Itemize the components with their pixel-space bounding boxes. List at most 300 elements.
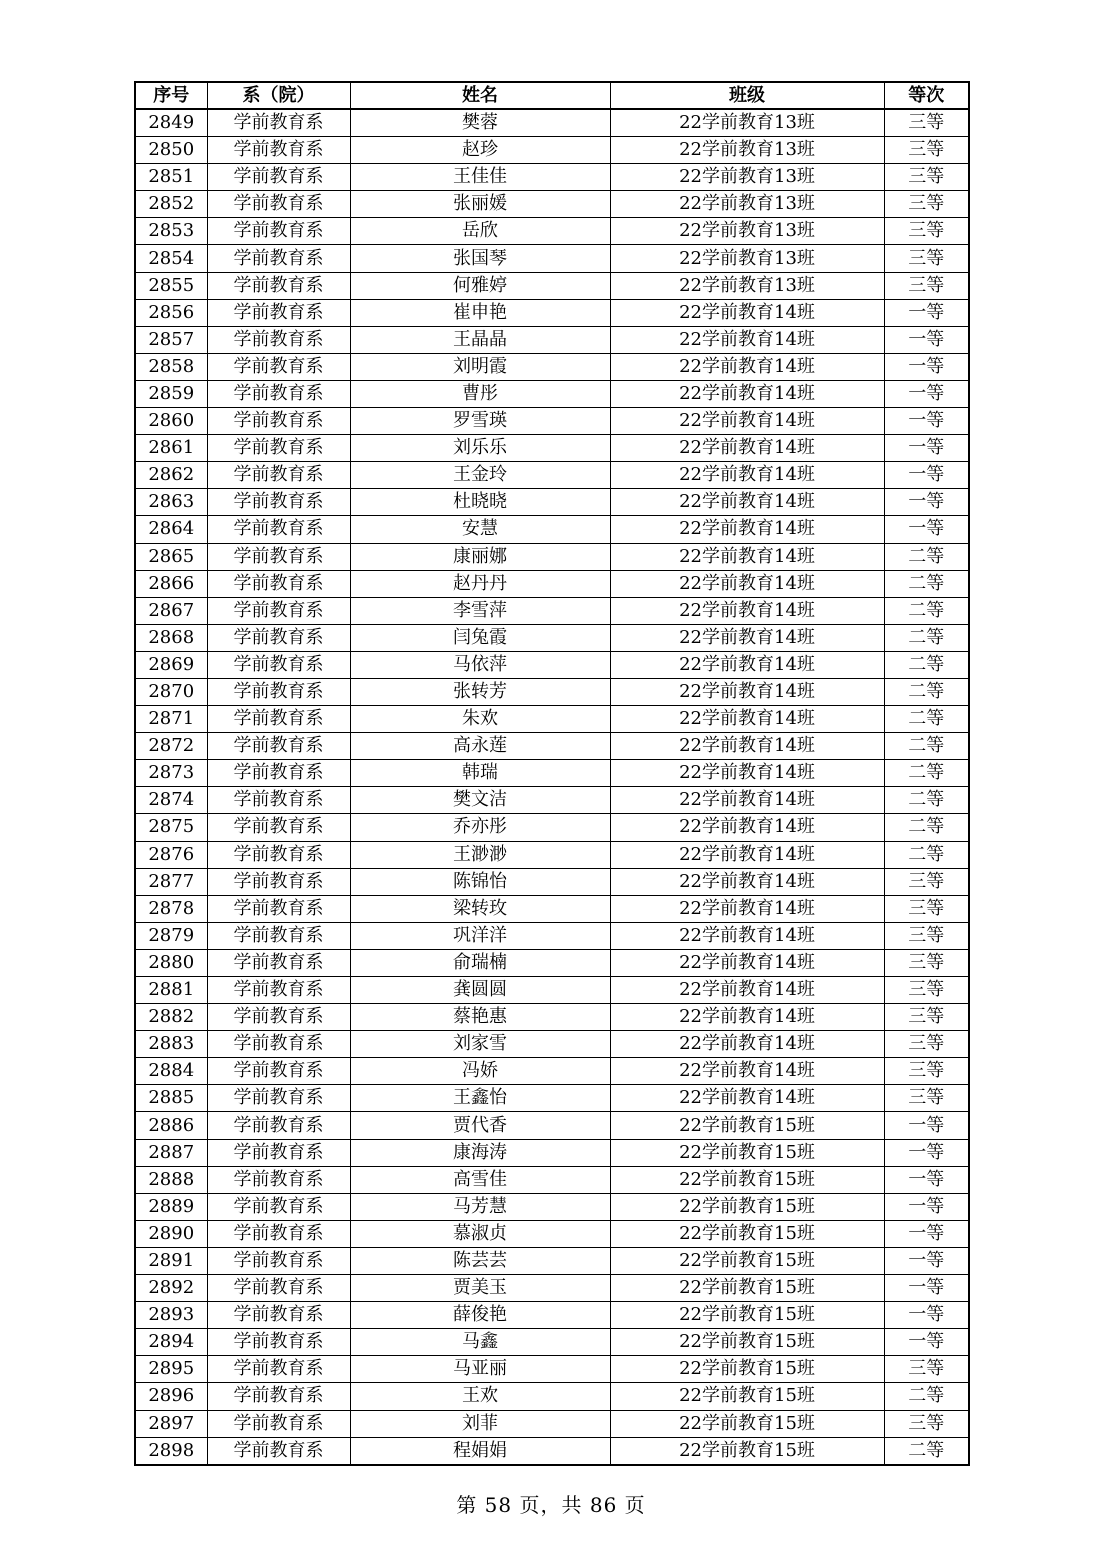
cell-grade: 一等 <box>884 408 969 435</box>
cell-serial: 2851 <box>135 164 207 191</box>
cell-serial: 2868 <box>135 624 207 651</box>
cell-department: 学前教育系 <box>207 977 350 1004</box>
cell-department: 学前教育系 <box>207 1085 350 1112</box>
cell-serial: 2896 <box>135 1383 207 1410</box>
cell-grade: 三等 <box>884 868 969 895</box>
cell-department: 学前教育系 <box>207 1410 350 1437</box>
cell-name: 王佳佳 <box>350 164 610 191</box>
table-body <box>135 109 969 1465</box>
table-row <box>135 1302 969 1329</box>
cell-department: 学前教育系 <box>207 109 350 137</box>
table-row <box>135 977 969 1004</box>
cell-grade: 一等 <box>884 435 969 462</box>
cell-name: 王渺渺 <box>350 841 610 868</box>
cell-serial: 2863 <box>135 489 207 516</box>
cell-grade: 二等 <box>884 570 969 597</box>
cell-class: 22学前教育15班 <box>610 1356 884 1383</box>
cell-department: 学前教育系 <box>207 272 350 299</box>
table-row <box>135 1437 969 1465</box>
cell-department: 学前教育系 <box>207 408 350 435</box>
cell-class: 22学前教育15班 <box>610 1275 884 1302</box>
cell-class: 22学前教育15班 <box>610 1166 884 1193</box>
cell-department: 学前教育系 <box>207 380 350 407</box>
cell-serial: 2856 <box>135 299 207 326</box>
cell-name: 冯娇 <box>350 1058 610 1085</box>
cell-class: 22学前教育14班 <box>610 380 884 407</box>
cell-class: 22学前教育13班 <box>610 164 884 191</box>
cell-class: 22学前教育14班 <box>610 814 884 841</box>
cell-department: 学前教育系 <box>207 868 350 895</box>
cell-name: 程娟娟 <box>350 1437 610 1465</box>
cell-grade: 一等 <box>884 1193 969 1220</box>
cell-serial: 2862 <box>135 462 207 489</box>
table-row <box>135 814 969 841</box>
cell-grade: 二等 <box>884 814 969 841</box>
header-department: 系（院） <box>207 82 350 109</box>
table-row <box>135 191 969 218</box>
table-row <box>135 1410 969 1437</box>
cell-grade: 三等 <box>884 245 969 272</box>
cell-class: 22学前教育14班 <box>610 868 884 895</box>
cell-grade: 三等 <box>884 272 969 299</box>
cell-class: 22学前教育14班 <box>610 922 884 949</box>
cell-class: 22学前教育14班 <box>610 353 884 380</box>
cell-class: 22学前教育14班 <box>610 516 884 543</box>
cell-grade: 三等 <box>884 1058 969 1085</box>
cell-name: 慕淑贞 <box>350 1220 610 1247</box>
cell-serial: 2874 <box>135 787 207 814</box>
cell-department: 学前教育系 <box>207 543 350 570</box>
cell-name: 韩瑞 <box>350 760 610 787</box>
cell-name: 蔡艳惠 <box>350 1004 610 1031</box>
cell-serial: 2873 <box>135 760 207 787</box>
cell-name: 刘家雪 <box>350 1031 610 1058</box>
cell-serial: 2888 <box>135 1166 207 1193</box>
cell-grade: 三等 <box>884 949 969 976</box>
cell-serial: 2879 <box>135 922 207 949</box>
cell-name: 康海涛 <box>350 1139 610 1166</box>
cell-serial: 2895 <box>135 1356 207 1383</box>
cell-grade: 二等 <box>884 597 969 624</box>
cell-serial: 2886 <box>135 1112 207 1139</box>
cell-serial: 2893 <box>135 1302 207 1329</box>
header-class: 班级 <box>610 82 884 109</box>
cell-grade: 三等 <box>884 1031 969 1058</box>
cell-class: 22学前教育14班 <box>610 895 884 922</box>
cell-grade: 二等 <box>884 706 969 733</box>
cell-grade: 三等 <box>884 1410 969 1437</box>
cell-class: 22学前教育14班 <box>610 1004 884 1031</box>
table-row <box>135 1220 969 1247</box>
cell-serial: 2890 <box>135 1220 207 1247</box>
cell-grade: 一等 <box>884 1247 969 1274</box>
cell-class: 22学前教育13班 <box>610 218 884 245</box>
cell-department: 学前教育系 <box>207 245 350 272</box>
cell-serial: 2855 <box>135 272 207 299</box>
table-row <box>135 164 969 191</box>
cell-serial: 2891 <box>135 1247 207 1274</box>
cell-serial: 2861 <box>135 435 207 462</box>
cell-serial: 2860 <box>135 408 207 435</box>
cell-class: 22学前教育13班 <box>610 191 884 218</box>
table-row <box>135 380 969 407</box>
cell-class: 22学前教育14班 <box>610 651 884 678</box>
cell-serial: 2897 <box>135 1410 207 1437</box>
cell-serial: 2883 <box>135 1031 207 1058</box>
cell-name: 樊文洁 <box>350 787 610 814</box>
cell-class: 22学前教育14班 <box>610 435 884 462</box>
cell-name: 崔申艳 <box>350 299 610 326</box>
cell-department: 学前教育系 <box>207 1302 350 1329</box>
cell-serial: 2853 <box>135 218 207 245</box>
cell-class: 22学前教育13班 <box>610 109 884 137</box>
cell-serial: 2869 <box>135 651 207 678</box>
cell-serial: 2872 <box>135 733 207 760</box>
cell-grade: 三等 <box>884 1004 969 1031</box>
table-row <box>135 543 969 570</box>
cell-name: 杜晓晓 <box>350 489 610 516</box>
table-row <box>135 489 969 516</box>
cell-class: 22学前教育14班 <box>610 1085 884 1112</box>
table-row <box>135 462 969 489</box>
cell-grade: 一等 <box>884 1329 969 1356</box>
cell-class: 22学前教育15班 <box>610 1410 884 1437</box>
cell-grade: 三等 <box>884 895 969 922</box>
table-row <box>135 1031 969 1058</box>
cell-grade: 一等 <box>884 1302 969 1329</box>
cell-grade: 二等 <box>884 1437 969 1465</box>
cell-class: 22学前教育14班 <box>610 299 884 326</box>
cell-class: 22学前教育14班 <box>610 706 884 733</box>
table-row <box>135 624 969 651</box>
cell-grade: 二等 <box>884 841 969 868</box>
cell-department: 学前教育系 <box>207 435 350 462</box>
cell-grade: 三等 <box>884 137 969 164</box>
table-row <box>135 1247 969 1274</box>
cell-name: 俞瑞楠 <box>350 949 610 976</box>
cell-class: 22学前教育15班 <box>610 1139 884 1166</box>
cell-serial: 2877 <box>135 868 207 895</box>
cell-grade: 二等 <box>884 1383 969 1410</box>
cell-name: 张转芳 <box>350 678 610 705</box>
cell-grade: 三等 <box>884 1356 969 1383</box>
cell-grade: 二等 <box>884 678 969 705</box>
cell-name: 曹彤 <box>350 380 610 407</box>
table-row <box>135 1139 969 1166</box>
cell-grade: 二等 <box>884 733 969 760</box>
cell-class: 22学前教育15班 <box>610 1220 884 1247</box>
cell-serial: 2867 <box>135 597 207 624</box>
cell-department: 学前教育系 <box>207 895 350 922</box>
table-row <box>135 1275 969 1302</box>
header-serial: 序号 <box>135 82 207 109</box>
cell-grade: 二等 <box>884 624 969 651</box>
cell-name: 乔亦彤 <box>350 814 610 841</box>
cell-class: 22学前教育14班 <box>610 326 884 353</box>
cell-grade: 一等 <box>884 489 969 516</box>
table-row <box>135 949 969 976</box>
cell-class: 22学前教育14班 <box>610 678 884 705</box>
table-row <box>135 1112 969 1139</box>
cell-name: 王金玲 <box>350 462 610 489</box>
cell-name: 李雪萍 <box>350 597 610 624</box>
cell-name: 马芳慧 <box>350 1193 610 1220</box>
cell-name: 贾美玉 <box>350 1275 610 1302</box>
cell-department: 学前教育系 <box>207 597 350 624</box>
cell-serial: 2881 <box>135 977 207 1004</box>
cell-department: 学前教育系 <box>207 624 350 651</box>
cell-grade: 三等 <box>884 191 969 218</box>
cell-name: 王欢 <box>350 1383 610 1410</box>
cell-name: 何雅婷 <box>350 272 610 299</box>
cell-serial: 2858 <box>135 353 207 380</box>
cell-department: 学前教育系 <box>207 1220 350 1247</box>
cell-serial: 2878 <box>135 895 207 922</box>
cell-class: 22学前教育14班 <box>610 787 884 814</box>
table-row <box>135 435 969 462</box>
cell-grade: 三等 <box>884 164 969 191</box>
cell-department: 学前教育系 <box>207 353 350 380</box>
table-header <box>135 82 969 109</box>
cell-department: 学前教育系 <box>207 922 350 949</box>
cell-class: 22学前教育14班 <box>610 570 884 597</box>
cell-name: 陈锦怡 <box>350 868 610 895</box>
cell-department: 学前教育系 <box>207 841 350 868</box>
table-row <box>135 733 969 760</box>
table-row <box>135 218 969 245</box>
cell-name: 龚圆圆 <box>350 977 610 1004</box>
cell-class: 22学前教育15班 <box>610 1437 884 1465</box>
cell-department: 学前教育系 <box>207 760 350 787</box>
table-row <box>135 353 969 380</box>
table-row <box>135 1085 969 1112</box>
cell-name: 樊蓉 <box>350 109 610 137</box>
table-row <box>135 1166 969 1193</box>
cell-department: 学前教育系 <box>207 949 350 976</box>
table-row <box>135 760 969 787</box>
cell-name: 赵珍 <box>350 137 610 164</box>
cell-serial: 2864 <box>135 516 207 543</box>
cell-grade: 三等 <box>884 922 969 949</box>
cell-serial: 2898 <box>135 1437 207 1465</box>
cell-name: 王晶晶 <box>350 326 610 353</box>
cell-grade: 一等 <box>884 299 969 326</box>
table-row <box>135 1193 969 1220</box>
cell-department: 学前教育系 <box>207 299 350 326</box>
cell-class: 22学前教育14班 <box>610 408 884 435</box>
table-row <box>135 1058 969 1085</box>
table-row <box>135 922 969 949</box>
cell-department: 学前教育系 <box>207 1356 350 1383</box>
cell-grade: 一等 <box>884 1220 969 1247</box>
cell-name: 张丽媛 <box>350 191 610 218</box>
cell-name: 刘乐乐 <box>350 435 610 462</box>
cell-name: 朱欢 <box>350 706 610 733</box>
table-row <box>135 299 969 326</box>
table-row <box>135 651 969 678</box>
table-row <box>135 272 969 299</box>
cell-grade: 二等 <box>884 760 969 787</box>
cell-department: 学前教育系 <box>207 1058 350 1085</box>
cell-serial: 2857 <box>135 326 207 353</box>
cell-serial: 2889 <box>135 1193 207 1220</box>
cell-grade: 一等 <box>884 1275 969 1302</box>
cell-class: 22学前教育14班 <box>610 949 884 976</box>
cell-department: 学前教育系 <box>207 1031 350 1058</box>
cell-serial: 2880 <box>135 949 207 976</box>
table-row <box>135 408 969 435</box>
cell-department: 学前教育系 <box>207 462 350 489</box>
cell-name: 刘菲 <box>350 1410 610 1437</box>
cell-name: 赵丹丹 <box>350 570 610 597</box>
table-row <box>135 895 969 922</box>
cell-department: 学前教育系 <box>207 1247 350 1274</box>
table-row <box>135 245 969 272</box>
cell-department: 学前教育系 <box>207 570 350 597</box>
cell-grade: 一等 <box>884 462 969 489</box>
cell-class: 22学前教育14班 <box>610 462 884 489</box>
table-row <box>135 1004 969 1031</box>
cell-serial: 2849 <box>135 109 207 137</box>
cell-serial: 2866 <box>135 570 207 597</box>
table-row <box>135 678 969 705</box>
roster-table <box>134 81 970 1466</box>
cell-department: 学前教育系 <box>207 137 350 164</box>
table-row <box>135 516 969 543</box>
cell-department: 学前教育系 <box>207 1112 350 1139</box>
cell-class: 22学前教育14班 <box>610 760 884 787</box>
cell-name: 高永莲 <box>350 733 610 760</box>
cell-grade: 三等 <box>884 1085 969 1112</box>
table-row <box>135 109 969 137</box>
cell-class: 22学前教育14班 <box>610 841 884 868</box>
cell-serial: 2876 <box>135 841 207 868</box>
cell-department: 学前教育系 <box>207 1193 350 1220</box>
cell-grade: 一等 <box>884 516 969 543</box>
cell-name: 闫兔霞 <box>350 624 610 651</box>
cell-name: 贾代香 <box>350 1112 610 1139</box>
cell-class: 22学前教育14班 <box>610 543 884 570</box>
cell-department: 学前教育系 <box>207 489 350 516</box>
cell-class: 22学前教育15班 <box>610 1193 884 1220</box>
header-row <box>135 82 969 109</box>
cell-serial: 2884 <box>135 1058 207 1085</box>
cell-grade: 一等 <box>884 1166 969 1193</box>
cell-name: 马依萍 <box>350 651 610 678</box>
cell-department: 学前教育系 <box>207 1166 350 1193</box>
cell-department: 学前教育系 <box>207 1139 350 1166</box>
cell-grade: 三等 <box>884 218 969 245</box>
cell-department: 学前教育系 <box>207 164 350 191</box>
cell-grade: 一等 <box>884 380 969 407</box>
cell-serial: 2850 <box>135 137 207 164</box>
cell-class: 22学前教育14班 <box>610 597 884 624</box>
cell-serial: 2871 <box>135 706 207 733</box>
cell-serial: 2865 <box>135 543 207 570</box>
cell-class: 22学前教育15班 <box>610 1383 884 1410</box>
cell-class: 22学前教育14班 <box>610 977 884 1004</box>
cell-name: 张国琴 <box>350 245 610 272</box>
cell-name: 岳欣 <box>350 218 610 245</box>
cell-department: 学前教育系 <box>207 218 350 245</box>
cell-name: 薛俊艳 <box>350 1302 610 1329</box>
table-row <box>135 326 969 353</box>
cell-department: 学前教育系 <box>207 1437 350 1465</box>
cell-serial: 2875 <box>135 814 207 841</box>
cell-name: 安慧 <box>350 516 610 543</box>
cell-serial: 2870 <box>135 678 207 705</box>
cell-grade: 二等 <box>884 543 969 570</box>
cell-grade: 二等 <box>884 787 969 814</box>
cell-class: 22学前教育15班 <box>610 1112 884 1139</box>
cell-grade: 三等 <box>884 977 969 1004</box>
cell-department: 学前教育系 <box>207 1383 350 1410</box>
cell-serial: 2882 <box>135 1004 207 1031</box>
table-row <box>135 841 969 868</box>
cell-serial: 2887 <box>135 1139 207 1166</box>
cell-class: 22学前教育15班 <box>610 1302 884 1329</box>
cell-class: 22学前教育13班 <box>610 245 884 272</box>
cell-serial: 2892 <box>135 1275 207 1302</box>
cell-department: 学前教育系 <box>207 733 350 760</box>
cell-class: 22学前教育13班 <box>610 137 884 164</box>
page-number: 第 58 页，共 86 页 <box>456 1493 646 1517</box>
cell-department: 学前教育系 <box>207 191 350 218</box>
cell-department: 学前教育系 <box>207 814 350 841</box>
cell-class: 22学前教育15班 <box>610 1247 884 1274</box>
cell-department: 学前教育系 <box>207 706 350 733</box>
cell-grade: 二等 <box>884 651 969 678</box>
cell-grade: 一等 <box>884 1139 969 1166</box>
cell-department: 学前教育系 <box>207 326 350 353</box>
header-name: 姓名 <box>350 82 610 109</box>
cell-department: 学前教育系 <box>207 516 350 543</box>
cell-name: 康丽娜 <box>350 543 610 570</box>
cell-name: 巩洋洋 <box>350 922 610 949</box>
cell-department: 学前教育系 <box>207 1004 350 1031</box>
cell-serial: 2852 <box>135 191 207 218</box>
cell-name: 高雪佳 <box>350 1166 610 1193</box>
cell-name: 罗雪瑛 <box>350 408 610 435</box>
cell-grade: 一等 <box>884 1112 969 1139</box>
table-row <box>135 1356 969 1383</box>
cell-name: 刘明霞 <box>350 353 610 380</box>
cell-class: 22学前教育14班 <box>610 489 884 516</box>
cell-serial: 2885 <box>135 1085 207 1112</box>
cell-class: 22学前教育14班 <box>610 1031 884 1058</box>
table-row <box>135 137 969 164</box>
header-grade: 等次 <box>884 82 969 109</box>
table-row <box>135 1383 969 1410</box>
cell-name: 马亚丽 <box>350 1356 610 1383</box>
cell-class: 22学前教育15班 <box>610 1329 884 1356</box>
cell-class: 22学前教育14班 <box>610 624 884 651</box>
cell-name: 陈芸芸 <box>350 1247 610 1274</box>
cell-class: 22学前教育13班 <box>610 272 884 299</box>
cell-name: 梁转玫 <box>350 895 610 922</box>
cell-department: 学前教育系 <box>207 678 350 705</box>
table-row <box>135 570 969 597</box>
cell-serial: 2854 <box>135 245 207 272</box>
cell-serial: 2894 <box>135 1329 207 1356</box>
table-row <box>135 1329 969 1356</box>
table-row <box>135 868 969 895</box>
cell-serial: 2859 <box>135 380 207 407</box>
table-row <box>135 597 969 624</box>
cell-grade: 一等 <box>884 326 969 353</box>
cell-grade: 三等 <box>884 109 969 137</box>
cell-department: 学前教育系 <box>207 787 350 814</box>
